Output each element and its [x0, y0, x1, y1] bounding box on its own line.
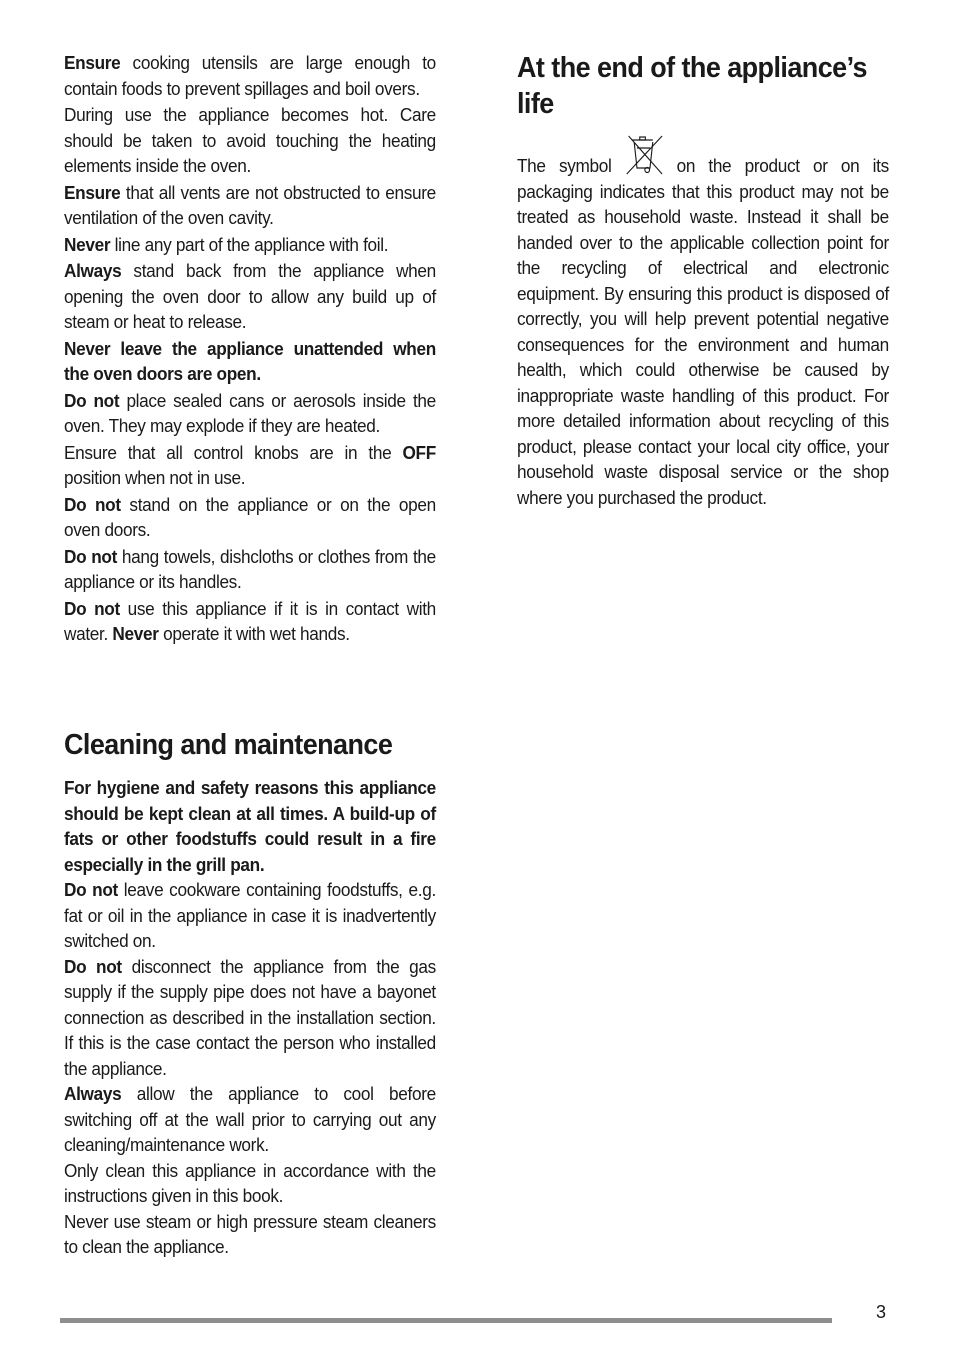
cleaning-note-cookware: Do not leave cookware containing foodstuffs, e.g. fat or oil in the appliance in case it is inadvertently switched on.: [64, 879, 436, 951]
cleaning-section: [64, 775, 436, 1260]
safety-note-steam: Always stand back from the appliance when opening the oven door to allow any build up of steam or heat to release.: [64, 260, 436, 332]
cleaning-note-instructions: Only clean this appliance in accordance with the instructions given in this book.: [64, 1159, 436, 1206]
cleaning-note-gas-supply: Do not disconnect the appliance from the gas supply if the supply pipe does not have a bayonet connection as described in the installation section. If this is the case contact the person who installed the appliance.: [64, 955, 436, 1079]
safety-note-knobs-off: Ensure that all control knobs are in the OFF position when not in use.: [64, 441, 436, 488]
cleaning-hygiene-note: For hygiene and safety reasons this appliance should be kept clean at all times. A build-up of fats or other foodstuffs could result in a fire especially in the grill pan.: [64, 777, 436, 875]
safety-note-hot: During use the appliance becomes hot. Care should be taken to avoid touching the heating elements inside the oven.: [64, 104, 436, 176]
safety-note-towels: Do not hang towels, dishcloths or clothes from the appliance or its handles.: [64, 545, 436, 592]
crossed-out-wheelie-bin-icon: [621, 134, 669, 178]
end-of-life-section: [517, 50, 889, 510]
safety-note-unattended: Never leave the appliance unattended when the oven doors are open.: [64, 337, 436, 384]
cleaning-note-cool: Always allow the appliance to cool before switching off at the wall prior to carrying out any cleaning/maintenance work.: [64, 1083, 436, 1155]
cleaning-heading: Cleaning and maintenance: [64, 729, 393, 761]
cleaning-note-steam: Never use steam or high pressure steam cleaners to clean the appliance.: [64, 1210, 436, 1257]
safety-note-foil: Never line any part of the appliance with foil.: [64, 233, 389, 255]
safety-notes-column: [64, 50, 436, 647]
end-of-life-text: The symbol on the product or on its packaging indicates that this product may not be treated as household waste. Instead it shall be handed over to the applicable collection point for the recycling of electrical and electronic equipment. By ensuring this product is disposed of correctly, you will help prevent potential negative consequences for the environment and human health, which could otherwise be caused by inappropriate waste handling of this product. For more detailed information about recycling of this product, please contact your local city office, your household waste disposal service or the shop where you purchased the product.: [517, 134, 889, 510]
safety-note-aerosols: Do not place sealed cans or aerosols inside the oven. They may explode if they are heated.: [64, 389, 436, 436]
safety-note-utensils: Ensure cooking utensils are large enough to contain foods to prevent spillages and boil overs.: [64, 52, 436, 99]
safety-note-stand: Do not stand on the appliance or on the open oven doors.: [64, 493, 436, 540]
safety-note-water: Do not use this appliance if it is in contact with water. Never operate it with wet hands.: [64, 597, 436, 644]
page-number: 3: [876, 1302, 887, 1322]
footer-rule: [60, 1318, 832, 1323]
end-of-life-heading: At the end of the appliance’s life: [517, 52, 867, 120]
safety-note-vents: Ensure that all vents are not obstructed to ensure ventilation of the oven cavity.: [64, 181, 436, 228]
